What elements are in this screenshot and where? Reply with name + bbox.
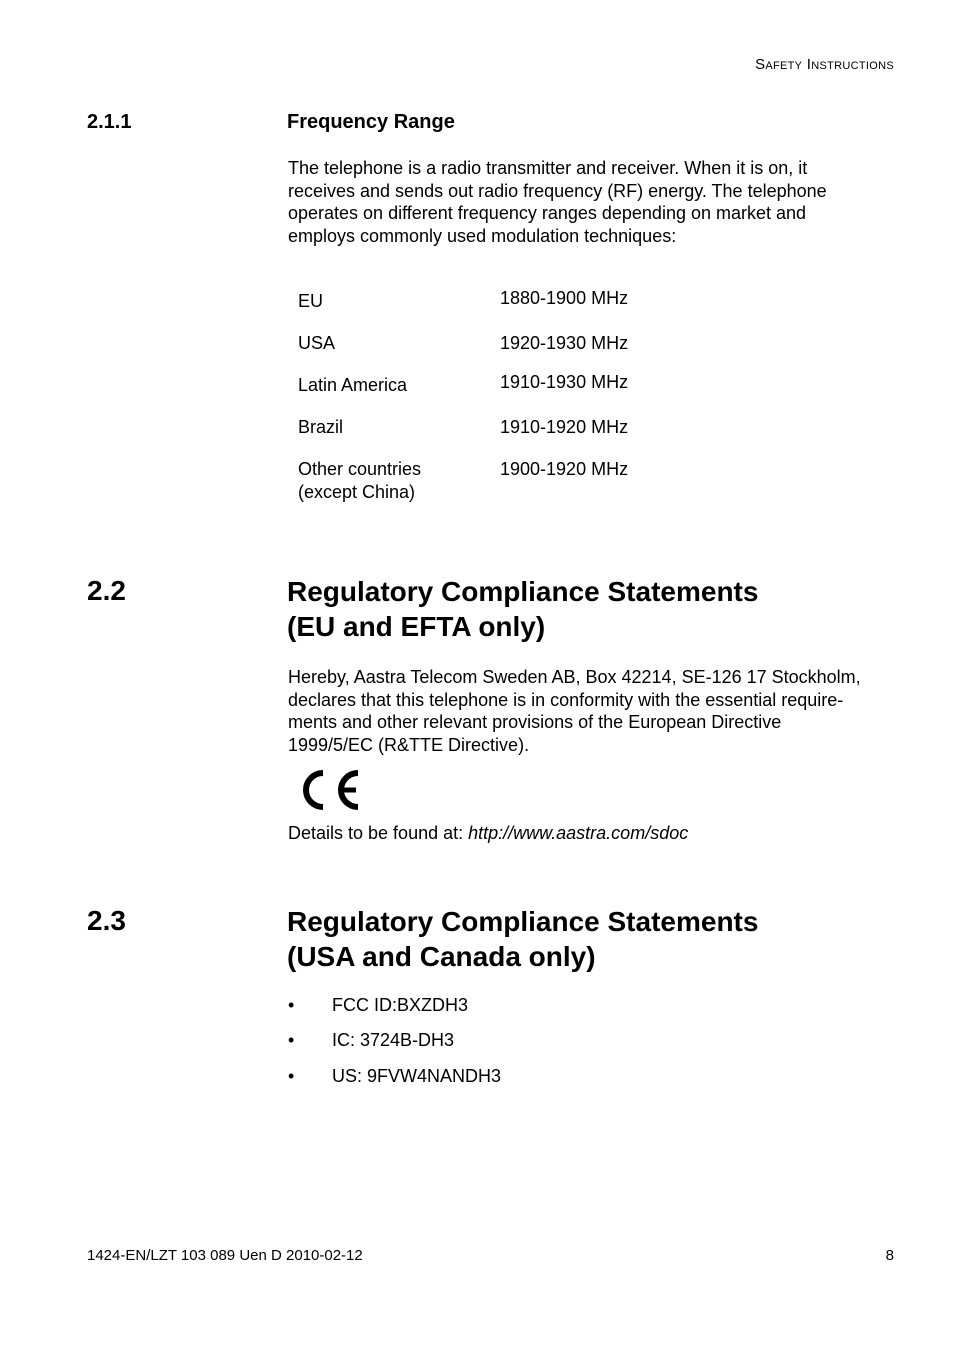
- region-cell: Latin America: [298, 375, 408, 395]
- list-item-text: IC: 3724B-DH3: [332, 1030, 455, 1050]
- intro-line: receives and sends out radio frequency (RF) energy. The telephone: [288, 180, 827, 201]
- declaration-line: 1999/5/EC (R&TTE Directive).: [288, 734, 530, 755]
- region-cell: EU: [298, 291, 324, 311]
- section-title: [287, 574, 758, 644]
- list-item: [288, 995, 688, 1019]
- section-number: 2.2: [87, 575, 126, 606]
- footer-doc-id: 1424-EN/LZT 103 089 Uen D 2010-02-12: [87, 1247, 363, 1264]
- running-header: Safety Instructions: [755, 56, 894, 73]
- region-cell: USA: [298, 333, 336, 353]
- list-item: [288, 1066, 688, 1090]
- section-number: 2.1.1: [87, 111, 132, 133]
- range-cell: 1900-1920 MHz: [500, 459, 629, 479]
- intro-line: operates on different frequency ranges depending on market and: [288, 203, 807, 224]
- range-cell: 1880-1900 MHz: [500, 288, 629, 308]
- region-line: (except China): [298, 481, 416, 502]
- declaration-line: Hereby, Aastra Telecom Sweden AB, Box 42214, SE-126 17 Stockholm,: [288, 667, 861, 687]
- bullet-icon: •: [288, 995, 295, 1015]
- section-title: Frequency Range: [287, 111, 455, 133]
- bullet-icon: •: [288, 1066, 295, 1086]
- declaration-line: declares that this telephone is in conformity with the essential require-: [288, 689, 844, 710]
- list-item-text: FCC ID:BXZDH3: [332, 995, 469, 1015]
- bullet-icon: •: [288, 1030, 295, 1050]
- section-title-line: (USA and Canada only): [287, 941, 596, 972]
- section-title-line: (EU and EFTA only): [287, 611, 546, 642]
- details-line: [288, 823, 688, 844]
- declaration-paragraph: [288, 666, 898, 756]
- section-title-line: Regulatory Compliance Statements: [287, 906, 759, 937]
- section-number: 2.3: [87, 905, 126, 936]
- section-title-line: Regulatory Compliance Statements: [287, 576, 759, 607]
- declaration-line: ments and other relevant provisions of the European Directive: [288, 712, 782, 733]
- region-line: Other countries: [298, 459, 422, 479]
- intro-paragraph: [288, 157, 888, 247]
- range-cell: 1910-1920 MHz: [500, 417, 629, 437]
- page-number: 8: [885, 1247, 894, 1264]
- ce-mark-icon: [296, 766, 364, 819]
- list-item: [288, 1030, 688, 1054]
- details-url-link[interactable]: http://www.aastra.com/sdoc: [468, 823, 689, 843]
- region-cell: [298, 458, 488, 503]
- list-item-text: US: 9FVW4NANDH3: [332, 1066, 502, 1086]
- details-label: Details to be found at:: [288, 823, 469, 843]
- range-cell: 1910-1930 MHz: [500, 372, 629, 392]
- section-title: [287, 904, 758, 974]
- region-cell: Brazil: [298, 417, 344, 437]
- intro-line: The telephone is a radio transmitter and receiver. When it is on, it: [288, 158, 808, 178]
- intro-line: employs commonly used modulation techniques:: [288, 225, 677, 246]
- range-cell: 1920-1930 MHz: [500, 333, 629, 353]
